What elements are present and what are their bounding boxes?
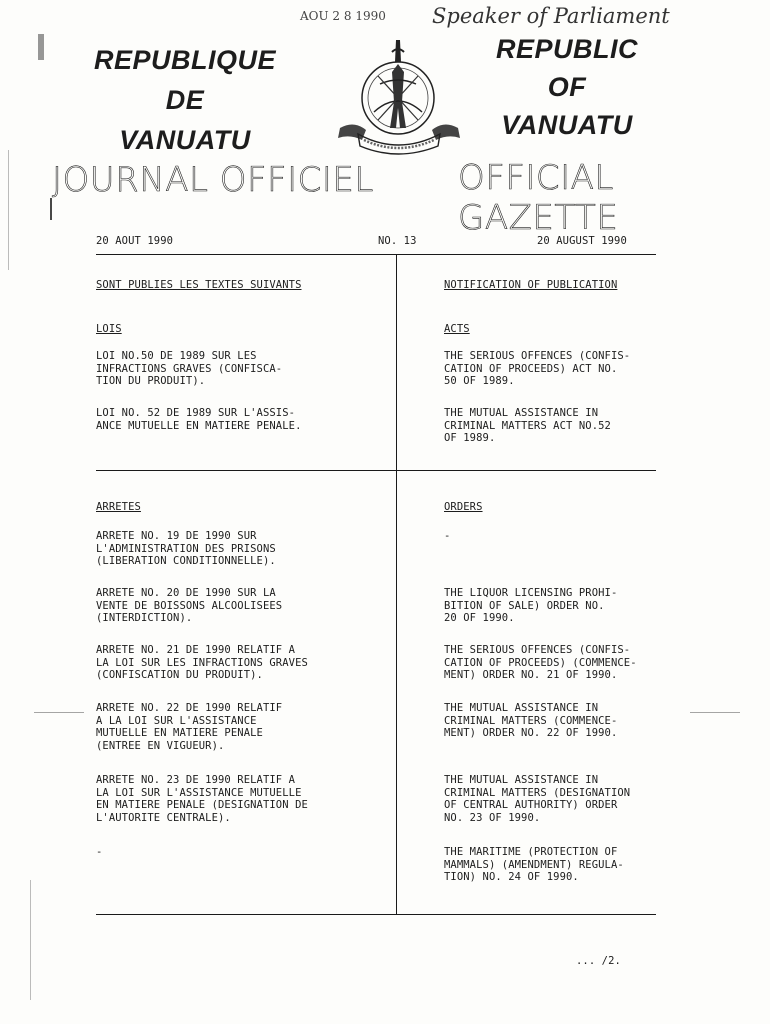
acts-heading-en: ACTS (444, 323, 470, 335)
masthead-left-line-1: REPUBLIQUE (93, 45, 277, 75)
coat-of-arms-emblem (334, 32, 464, 157)
masthead-right-line-1: REPUBLIC (495, 34, 638, 64)
scan-mark (30, 880, 31, 1000)
masthead-left (80, 40, 290, 160)
orders-heading-en: ORDERS (444, 501, 483, 513)
masthead-left-line-3: VANUATU (119, 125, 251, 155)
publication-heading-fr: SONT PUBLIES LES TEXTES SUIVANTS (96, 279, 302, 291)
column-divider (396, 255, 397, 915)
publication-heading-en: NOTIFICATION OF PUBLICATION (444, 279, 618, 291)
orders-heading-fr: ARRETES (96, 501, 141, 513)
order-fr-23: ARRETE NO. 23 DE 1990 RELATIF A LA LOI SUR L'ASSISTANCE MUTUELLE EN MATIERE PENALE (DESIGNATION DE L'AUTORITE CENTRALE). (96, 774, 308, 824)
order-en-20: THE LIQUOR LICENSING PROHI- BITION OF SALE) ORDER NO. 20 OF 1990. (444, 587, 618, 624)
act-en-2: THE MUTUAL ASSISTANCE IN CRIMINAL MATTERS ACT NO.52 OF 1989. (444, 407, 611, 444)
acts-heading-fr: LOIS (96, 323, 122, 335)
page-continuation-marker: ... /2. (576, 955, 621, 967)
order-en-blank: - (444, 530, 451, 542)
order-fr-22: ARRETE NO. 22 DE 1990 RELATIF A LA LOI SUR L'ASSISTANCE MUTUELLE EN MATIERE PENALE (ENTREE EN VIGUEUR). (96, 702, 283, 752)
masthead-right-line-2: OF (547, 72, 587, 102)
scan-mark (34, 712, 84, 713)
gazette-title-en: OFFICIAL GAZETTE (458, 158, 619, 238)
issue-date-en: 20 AUGUST 1990 (537, 235, 627, 247)
issue-rule (96, 254, 656, 255)
handwritten-note: Speaker of Parliament (432, 4, 670, 28)
masthead-left-line-2: DE (165, 85, 205, 115)
order-en-24: THE MARITIME (PROTECTION OF MAMMALS) (AMENDMENT) REGULA- TION) NO. 24 OF 1990. (444, 846, 624, 883)
bottom-rule (96, 914, 656, 915)
order-en-23: THE MUTUAL ASSISTANCE IN CRIMINAL MATTERS (DESIGNATION OF CENTRAL AUTHORITY) ORDER NO. 23 OF 1990. (444, 774, 631, 824)
scan-mark (8, 150, 9, 270)
order-fr-20: ARRETE NO. 20 DE 1990 SUR LA VENTE DE BOISSONS ALCOOLISEES (INTERDICTION). (96, 587, 283, 624)
order-fr-19: ARRETE NO. 19 DE 1990 SUR L'ADMINISTRATION DES PRISONS (LIBERATION CONDITIONNELLE). (96, 530, 276, 567)
masthead-right (462, 30, 672, 144)
section-rule (96, 470, 656, 471)
order-fr-21: ARRETE NO. 21 DE 1990 RELATIF A LA LOI SUR LES INFRACTIONS GRAVES (CONFISCATION DU PRODUIT). (96, 644, 308, 681)
act-fr-2: LOI NO. 52 DE 1989 SUR L'ASSIS- ANCE MUTUELLE EN MATIERE PENALE. (96, 407, 302, 432)
issue-number: NO. 13 (378, 235, 417, 247)
left-edge-mark (50, 198, 52, 220)
order-en-21: THE SERIOUS OFFENCES (CONFIS- CATION OF PROCEEDS) (COMMENCE- MENT) ORDER NO. 21 OF 1990. (444, 644, 637, 681)
gazette-title-fr: JOURNAL OFFICIEL (52, 160, 374, 200)
masthead-right-line-3: VANUATU (501, 110, 633, 140)
order-en-22: THE MUTUAL ASSISTANCE IN CRIMINAL MATTERS (COMMENCE- MENT) ORDER NO. 22 OF 1990. (444, 702, 618, 739)
scan-mark (690, 712, 740, 713)
act-en-1: THE SERIOUS OFFENCES (CONFIS- CATION OF PROCEEDS) ACT NO. 50 OF 1989. (444, 350, 631, 387)
act-fr-1: LOI NO.50 DE 1989 SUR LES INFRACTIONS GRAVES (CONFISCA- TION DU PRODUIT). (96, 350, 283, 387)
received-stamp: AOU 2 8 1990 (300, 9, 386, 23)
issue-date-fr: 20 AOUT 1990 (96, 235, 174, 247)
order-fr-blank: - (96, 846, 103, 858)
scan-mark (38, 34, 44, 60)
